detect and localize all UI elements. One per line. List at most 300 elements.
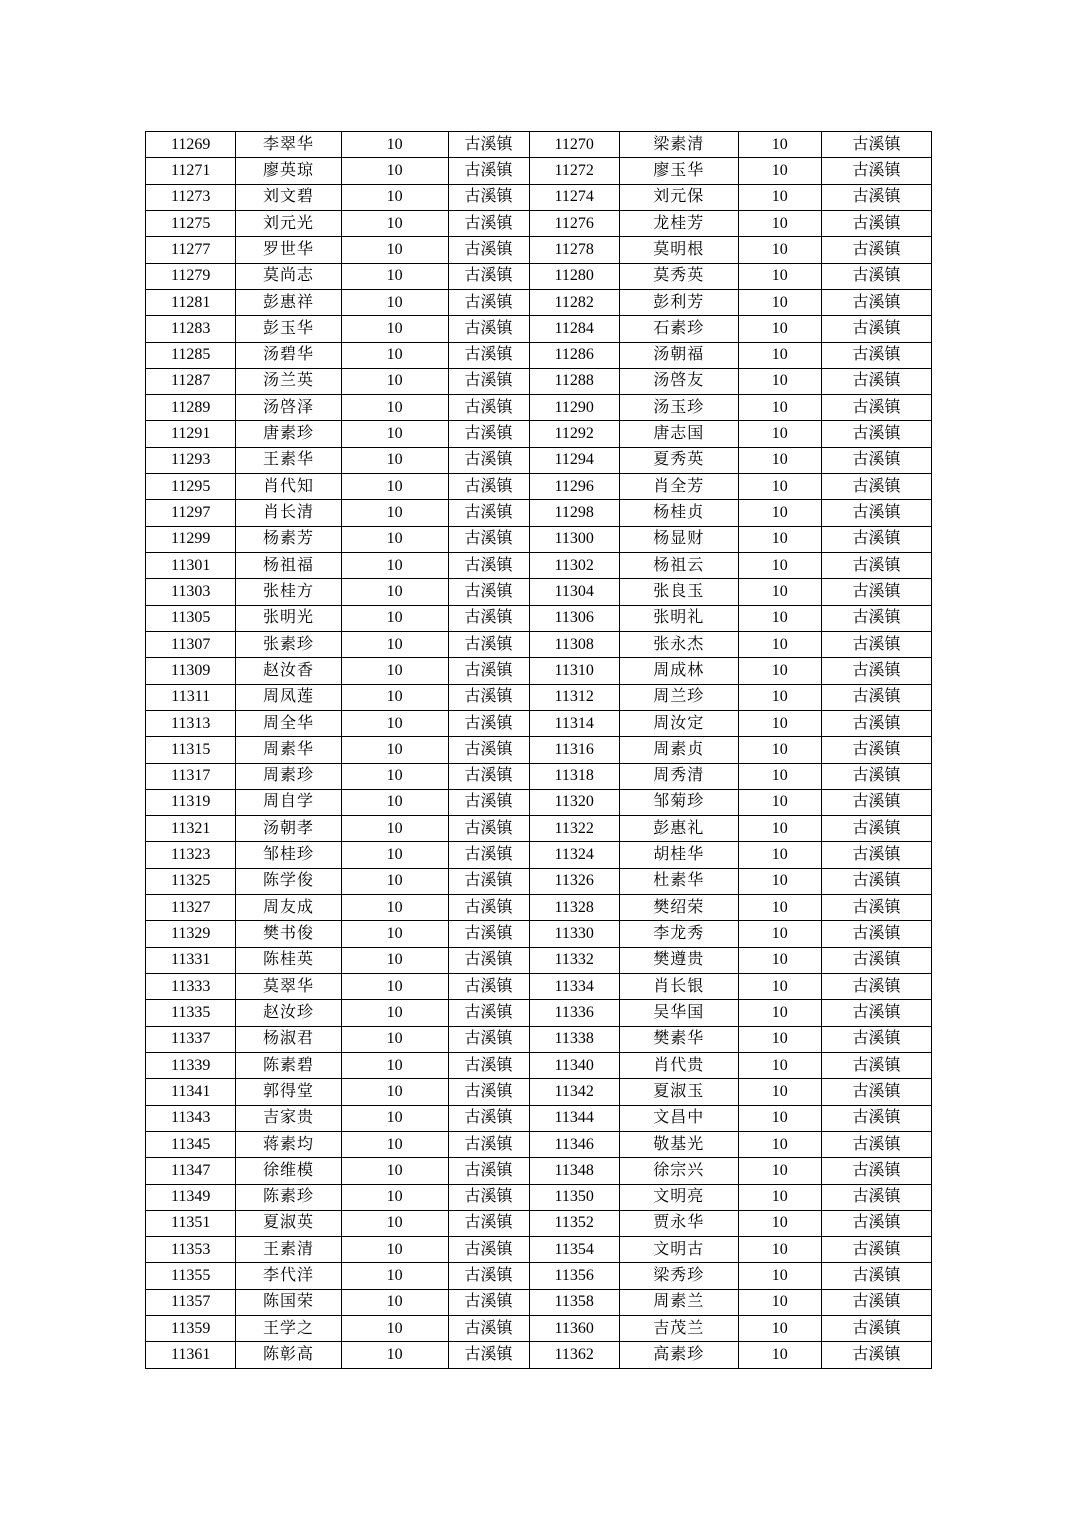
- score-cell: 10: [341, 184, 448, 210]
- id-cell: 11362: [529, 1342, 619, 1369]
- name-cell: 梁素清: [619, 132, 738, 158]
- table-row: [146, 710, 932, 736]
- score-cell: 10: [341, 868, 448, 894]
- name-cell: 李龙秀: [619, 921, 738, 947]
- name-cell: 文明古: [619, 1237, 738, 1263]
- table-row: [146, 1131, 932, 1157]
- town-cell: 古溪镇: [448, 895, 529, 921]
- name-cell: 刘文碧: [236, 184, 341, 210]
- id-cell: 11283: [146, 316, 236, 342]
- id-cell: 11277: [146, 237, 236, 263]
- name-cell: 石素珍: [619, 316, 738, 342]
- score-cell: 10: [738, 395, 821, 421]
- id-cell: 11288: [529, 368, 619, 394]
- score-cell: 10: [341, 1316, 448, 1342]
- id-cell: 11349: [146, 1184, 236, 1210]
- score-cell: 10: [341, 974, 448, 1000]
- id-cell: 11282: [529, 289, 619, 315]
- id-cell: 11354: [529, 1237, 619, 1263]
- table-row: [146, 1237, 932, 1263]
- name-cell: 李翠华: [236, 132, 341, 158]
- town-cell: 古溪镇: [448, 158, 529, 184]
- id-cell: 11361: [146, 1342, 236, 1369]
- roster-table-body: [146, 132, 932, 1369]
- score-cell: 10: [738, 789, 821, 815]
- name-cell: 文明亮: [619, 1184, 738, 1210]
- score-cell: 10: [341, 763, 448, 789]
- town-cell: 古溪镇: [821, 132, 931, 158]
- score-cell: 10: [738, 1342, 821, 1369]
- town-cell: 古溪镇: [821, 342, 931, 368]
- id-cell: 11303: [146, 579, 236, 605]
- name-cell: 张明光: [236, 605, 341, 631]
- name-cell: 周素珍: [236, 763, 341, 789]
- id-cell: 11281: [146, 289, 236, 315]
- name-cell: 周全华: [236, 710, 341, 736]
- name-cell: 文昌中: [619, 1105, 738, 1131]
- name-cell: 肖长清: [236, 500, 341, 526]
- name-cell: 吉家贵: [236, 1105, 341, 1131]
- town-cell: 古溪镇: [448, 1184, 529, 1210]
- id-cell: 11274: [529, 184, 619, 210]
- table-row: [146, 842, 932, 868]
- town-cell: 古溪镇: [448, 342, 529, 368]
- id-cell: 11339: [146, 1052, 236, 1078]
- name-cell: 刘元光: [236, 210, 341, 236]
- table-row: [146, 474, 932, 500]
- id-cell: 11360: [529, 1316, 619, 1342]
- name-cell: 周友成: [236, 895, 341, 921]
- score-cell: 10: [738, 1210, 821, 1236]
- town-cell: 古溪镇: [448, 1237, 529, 1263]
- id-cell: 11334: [529, 974, 619, 1000]
- town-cell: 古溪镇: [448, 1210, 529, 1236]
- score-cell: 10: [738, 1052, 821, 1078]
- id-cell: 11278: [529, 237, 619, 263]
- town-cell: 古溪镇: [448, 1342, 529, 1369]
- id-cell: 11311: [146, 684, 236, 710]
- score-cell: 10: [738, 263, 821, 289]
- name-cell: 彭惠祥: [236, 289, 341, 315]
- town-cell: 古溪镇: [821, 710, 931, 736]
- score-cell: 10: [738, 474, 821, 500]
- town-cell: 古溪镇: [448, 579, 529, 605]
- id-cell: 11300: [529, 526, 619, 552]
- id-cell: 11328: [529, 895, 619, 921]
- town-cell: 古溪镇: [821, 631, 931, 657]
- id-cell: 11304: [529, 579, 619, 605]
- name-cell: 唐素珍: [236, 421, 341, 447]
- id-cell: 11347: [146, 1158, 236, 1184]
- id-cell: 11297: [146, 500, 236, 526]
- id-cell: 11327: [146, 895, 236, 921]
- town-cell: 古溪镇: [448, 1000, 529, 1026]
- id-cell: 11343: [146, 1105, 236, 1131]
- name-cell: 杨显财: [619, 526, 738, 552]
- score-cell: 10: [738, 237, 821, 263]
- town-cell: 古溪镇: [821, 210, 931, 236]
- town-cell: 古溪镇: [448, 553, 529, 579]
- table-row: [146, 631, 932, 657]
- name-cell: 彭利芳: [619, 289, 738, 315]
- name-cell: 高素珍: [619, 1342, 738, 1369]
- name-cell: 王学之: [236, 1316, 341, 1342]
- score-cell: 10: [341, 579, 448, 605]
- score-cell: 10: [738, 210, 821, 236]
- name-cell: 周自学: [236, 789, 341, 815]
- id-cell: 11298: [529, 500, 619, 526]
- name-cell: 张良玉: [619, 579, 738, 605]
- town-cell: 古溪镇: [821, 789, 931, 815]
- table-row: [146, 500, 932, 526]
- name-cell: 陈素碧: [236, 1052, 341, 1078]
- name-cell: 张永杰: [619, 631, 738, 657]
- id-cell: 11350: [529, 1184, 619, 1210]
- id-cell: 11272: [529, 158, 619, 184]
- id-cell: 11332: [529, 947, 619, 973]
- score-cell: 10: [341, 789, 448, 815]
- name-cell: 杨桂贞: [619, 500, 738, 526]
- score-cell: 10: [738, 1289, 821, 1315]
- score-cell: 10: [738, 158, 821, 184]
- id-cell: 11356: [529, 1263, 619, 1289]
- name-cell: 唐志国: [619, 421, 738, 447]
- id-cell: 11351: [146, 1210, 236, 1236]
- name-cell: 周秀清: [619, 763, 738, 789]
- town-cell: 古溪镇: [821, 947, 931, 973]
- score-cell: 10: [341, 631, 448, 657]
- name-cell: 周凤莲: [236, 684, 341, 710]
- name-cell: 郭得堂: [236, 1079, 341, 1105]
- table-row: [146, 289, 932, 315]
- town-cell: 古溪镇: [821, 553, 931, 579]
- id-cell: 11305: [146, 605, 236, 631]
- score-cell: 10: [738, 579, 821, 605]
- id-cell: 11346: [529, 1131, 619, 1157]
- town-cell: 古溪镇: [821, 500, 931, 526]
- score-cell: 10: [341, 342, 448, 368]
- id-cell: 11293: [146, 447, 236, 473]
- score-cell: 10: [341, 1158, 448, 1184]
- score-cell: 10: [341, 368, 448, 394]
- town-cell: 古溪镇: [448, 605, 529, 631]
- table-row: [146, 658, 932, 684]
- score-cell: 10: [341, 816, 448, 842]
- score-cell: 10: [738, 553, 821, 579]
- table-row: [146, 1184, 932, 1210]
- name-cell: 夏秀英: [619, 447, 738, 473]
- table-row: [146, 1026, 932, 1052]
- name-cell: 汤啓泽: [236, 395, 341, 421]
- name-cell: 贾永华: [619, 1210, 738, 1236]
- score-cell: 10: [341, 895, 448, 921]
- id-cell: 11322: [529, 816, 619, 842]
- id-cell: 11307: [146, 631, 236, 657]
- id-cell: 11355: [146, 1263, 236, 1289]
- town-cell: 古溪镇: [448, 684, 529, 710]
- name-cell: 胡桂华: [619, 842, 738, 868]
- score-cell: 10: [341, 605, 448, 631]
- id-cell: 11335: [146, 1000, 236, 1026]
- table-row: [146, 1105, 932, 1131]
- table-row: [146, 263, 932, 289]
- name-cell: 肖全芳: [619, 474, 738, 500]
- town-cell: 古溪镇: [448, 184, 529, 210]
- name-cell: 周汝定: [619, 710, 738, 736]
- name-cell: 罗世华: [236, 237, 341, 263]
- id-cell: 11310: [529, 658, 619, 684]
- score-cell: 10: [341, 553, 448, 579]
- town-cell: 古溪镇: [821, 289, 931, 315]
- score-cell: 10: [738, 421, 821, 447]
- town-cell: 古溪镇: [448, 921, 529, 947]
- name-cell: 吉茂兰: [619, 1316, 738, 1342]
- town-cell: 古溪镇: [448, 737, 529, 763]
- score-cell: 10: [738, 184, 821, 210]
- score-cell: 10: [341, 1210, 448, 1236]
- score-cell: 10: [738, 710, 821, 736]
- town-cell: 古溪镇: [821, 895, 931, 921]
- score-cell: 10: [738, 1263, 821, 1289]
- town-cell: 古溪镇: [821, 1316, 931, 1342]
- town-cell: 古溪镇: [821, 605, 931, 631]
- name-cell: 蒋素均: [236, 1131, 341, 1157]
- id-cell: 11318: [529, 763, 619, 789]
- table-row: [146, 553, 932, 579]
- name-cell: 夏淑英: [236, 1210, 341, 1236]
- town-cell: 古溪镇: [448, 421, 529, 447]
- name-cell: 王素华: [236, 447, 341, 473]
- town-cell: 古溪镇: [448, 1158, 529, 1184]
- town-cell: 古溪镇: [821, 1105, 931, 1131]
- name-cell: 肖代知: [236, 474, 341, 500]
- name-cell: 莫尚志: [236, 263, 341, 289]
- town-cell: 古溪镇: [448, 210, 529, 236]
- id-cell: 11341: [146, 1079, 236, 1105]
- table-row: [146, 395, 932, 421]
- town-cell: 古溪镇: [821, 1131, 931, 1157]
- score-cell: 10: [341, 1079, 448, 1105]
- score-cell: 10: [341, 289, 448, 315]
- table-row: [146, 1289, 932, 1315]
- name-cell: 周素兰: [619, 1289, 738, 1315]
- roster-table: [145, 131, 932, 1369]
- score-cell: 10: [341, 947, 448, 973]
- name-cell: 周成林: [619, 658, 738, 684]
- name-cell: 樊素华: [619, 1026, 738, 1052]
- score-cell: 10: [341, 921, 448, 947]
- score-cell: 10: [341, 421, 448, 447]
- name-cell: 汤兰英: [236, 368, 341, 394]
- id-cell: 11301: [146, 553, 236, 579]
- id-cell: 11299: [146, 526, 236, 552]
- name-cell: 樊遵贵: [619, 947, 738, 973]
- name-cell: 张明礼: [619, 605, 738, 631]
- score-cell: 10: [738, 289, 821, 315]
- town-cell: 古溪镇: [448, 289, 529, 315]
- id-cell: 11284: [529, 316, 619, 342]
- name-cell: 莫翠华: [236, 974, 341, 1000]
- table-row: [146, 1316, 932, 1342]
- name-cell: 肖长银: [619, 974, 738, 1000]
- id-cell: 11342: [529, 1079, 619, 1105]
- score-cell: 10: [738, 1237, 821, 1263]
- name-cell: 陈桂英: [236, 947, 341, 973]
- id-cell: 11321: [146, 816, 236, 842]
- id-cell: 11269: [146, 132, 236, 158]
- id-cell: 11325: [146, 868, 236, 894]
- id-cell: 11338: [529, 1026, 619, 1052]
- town-cell: 古溪镇: [821, 1026, 931, 1052]
- town-cell: 古溪镇: [821, 421, 931, 447]
- town-cell: 古溪镇: [448, 368, 529, 394]
- town-cell: 古溪镇: [448, 947, 529, 973]
- name-cell: 夏淑玉: [619, 1079, 738, 1105]
- town-cell: 古溪镇: [821, 974, 931, 1000]
- score-cell: 10: [341, 1342, 448, 1369]
- town-cell: 古溪镇: [821, 1210, 931, 1236]
- score-cell: 10: [738, 316, 821, 342]
- table-row: [146, 974, 932, 1000]
- score-cell: 10: [738, 526, 821, 552]
- id-cell: 11314: [529, 710, 619, 736]
- name-cell: 汤玉珍: [619, 395, 738, 421]
- town-cell: 古溪镇: [448, 868, 529, 894]
- score-cell: 10: [738, 1184, 821, 1210]
- town-cell: 古溪镇: [821, 684, 931, 710]
- score-cell: 10: [341, 1184, 448, 1210]
- town-cell: 古溪镇: [821, 763, 931, 789]
- id-cell: 11324: [529, 842, 619, 868]
- id-cell: 11285: [146, 342, 236, 368]
- town-cell: 古溪镇: [821, 816, 931, 842]
- town-cell: 古溪镇: [821, 184, 931, 210]
- town-cell: 古溪镇: [821, 1237, 931, 1263]
- town-cell: 古溪镇: [821, 158, 931, 184]
- score-cell: 10: [738, 658, 821, 684]
- town-cell: 古溪镇: [821, 1079, 931, 1105]
- table-row: [146, 368, 932, 394]
- id-cell: 11330: [529, 921, 619, 947]
- score-cell: 10: [738, 684, 821, 710]
- town-cell: 古溪镇: [448, 263, 529, 289]
- town-cell: 古溪镇: [821, 1342, 931, 1369]
- id-cell: 11296: [529, 474, 619, 500]
- town-cell: 古溪镇: [821, 1263, 931, 1289]
- town-cell: 古溪镇: [448, 974, 529, 1000]
- table-row: [146, 763, 932, 789]
- score-cell: 10: [341, 684, 448, 710]
- name-cell: 廖英琼: [236, 158, 341, 184]
- score-cell: 10: [341, 1026, 448, 1052]
- town-cell: 古溪镇: [448, 447, 529, 473]
- town-cell: 古溪镇: [821, 316, 931, 342]
- name-cell: 汤朝孝: [236, 816, 341, 842]
- table-row: [146, 947, 932, 973]
- score-cell: 10: [341, 658, 448, 684]
- score-cell: 10: [738, 974, 821, 1000]
- score-cell: 10: [341, 447, 448, 473]
- name-cell: 陈国荣: [236, 1289, 341, 1315]
- id-cell: 11316: [529, 737, 619, 763]
- town-cell: 古溪镇: [448, 500, 529, 526]
- town-cell: 古溪镇: [821, 237, 931, 263]
- name-cell: 赵汝珍: [236, 1000, 341, 1026]
- town-cell: 古溪镇: [448, 816, 529, 842]
- name-cell: 梁秀珍: [619, 1263, 738, 1289]
- table-row: [146, 605, 932, 631]
- table-row: [146, 237, 932, 263]
- id-cell: 11313: [146, 710, 236, 736]
- name-cell: 龙桂芳: [619, 210, 738, 236]
- town-cell: 古溪镇: [448, 658, 529, 684]
- id-cell: 11331: [146, 947, 236, 973]
- id-cell: 11294: [529, 447, 619, 473]
- score-cell: 10: [738, 342, 821, 368]
- town-cell: 古溪镇: [821, 526, 931, 552]
- table-row: [146, 1263, 932, 1289]
- town-cell: 古溪镇: [448, 1079, 529, 1105]
- id-cell: 11276: [529, 210, 619, 236]
- town-cell: 古溪镇: [821, 921, 931, 947]
- town-cell: 古溪镇: [821, 1289, 931, 1315]
- id-cell: 11336: [529, 1000, 619, 1026]
- table-row: [146, 737, 932, 763]
- id-cell: 11279: [146, 263, 236, 289]
- id-cell: 11359: [146, 1316, 236, 1342]
- name-cell: 廖玉华: [619, 158, 738, 184]
- name-cell: 汤朝福: [619, 342, 738, 368]
- id-cell: 11340: [529, 1052, 619, 1078]
- table-row: [146, 1342, 932, 1369]
- town-cell: 古溪镇: [821, 1000, 931, 1026]
- table-row: [146, 1210, 932, 1236]
- id-cell: 11287: [146, 368, 236, 394]
- name-cell: 周兰珍: [619, 684, 738, 710]
- score-cell: 10: [341, 316, 448, 342]
- score-cell: 10: [341, 474, 448, 500]
- score-cell: 10: [738, 842, 821, 868]
- id-cell: 11270: [529, 132, 619, 158]
- table-row: [146, 1052, 932, 1078]
- id-cell: 11290: [529, 395, 619, 421]
- score-cell: 10: [738, 895, 821, 921]
- score-cell: 10: [341, 710, 448, 736]
- name-cell: 李代洋: [236, 1263, 341, 1289]
- score-cell: 10: [738, 500, 821, 526]
- town-cell: 古溪镇: [821, 737, 931, 763]
- score-cell: 10: [738, 1079, 821, 1105]
- town-cell: 古溪镇: [821, 263, 931, 289]
- score-cell: 10: [738, 763, 821, 789]
- score-cell: 10: [738, 868, 821, 894]
- town-cell: 古溪镇: [821, 1052, 931, 1078]
- town-cell: 古溪镇: [448, 763, 529, 789]
- id-cell: 11309: [146, 658, 236, 684]
- score-cell: 10: [738, 921, 821, 947]
- score-cell: 10: [738, 1131, 821, 1157]
- id-cell: 11289: [146, 395, 236, 421]
- town-cell: 古溪镇: [821, 868, 931, 894]
- town-cell: 古溪镇: [821, 395, 931, 421]
- town-cell: 古溪镇: [448, 1263, 529, 1289]
- table-row: [146, 1158, 932, 1184]
- name-cell: 周素贞: [619, 737, 738, 763]
- score-cell: 10: [341, 737, 448, 763]
- name-cell: 樊书俊: [236, 921, 341, 947]
- id-cell: 11286: [529, 342, 619, 368]
- table-row: [146, 316, 932, 342]
